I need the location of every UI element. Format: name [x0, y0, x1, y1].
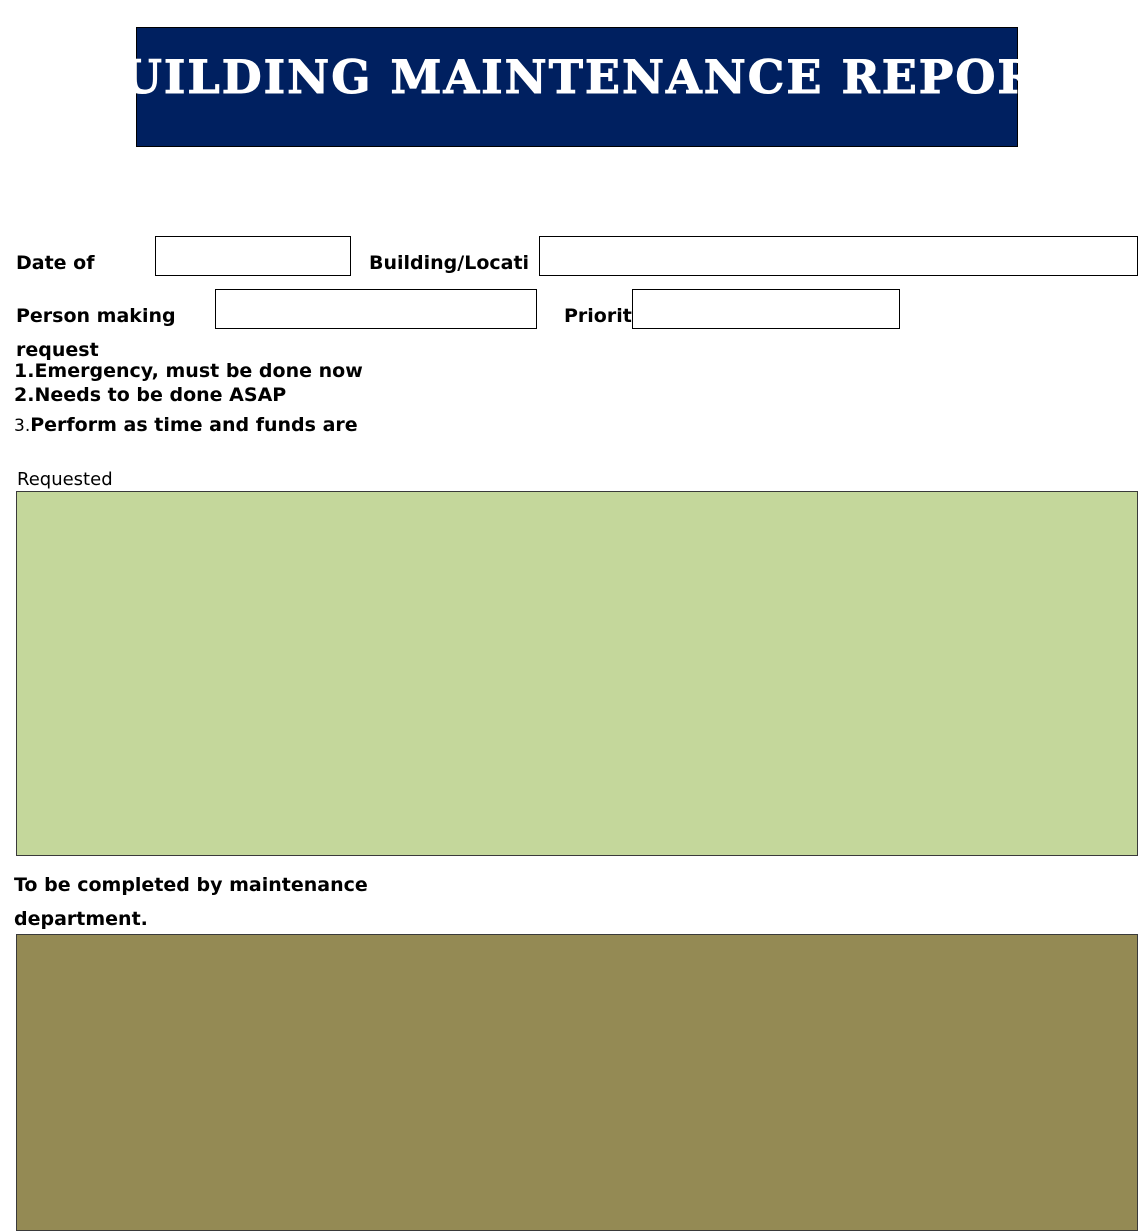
priority-option-2 [14, 386, 286, 405]
date-label: Date of [16, 252, 95, 274]
maintenance-work-area[interactable] [16, 934, 1138, 1231]
person-making-request-input[interactable] [215, 289, 537, 329]
request-word: request [16, 339, 99, 361]
building-location-label: Building/Locati [369, 252, 530, 274]
building-location-input[interactable] [539, 236, 1138, 276]
requested-label: Requested [17, 469, 113, 490]
title-banner [80, 27, 1074, 147]
priority-input[interactable] [632, 289, 900, 329]
priority-label: Priorit [564, 305, 632, 327]
priority-option-3 [14, 416, 358, 435]
priority-option-number: 1. [14, 360, 35, 382]
priority-option-text: Needs to be done ASAP [34, 384, 287, 406]
priority-option-number: 3. [14, 416, 31, 436]
report-title: BUILDING MAINTENANCE REPORT [80, 50, 1074, 104]
priority-option-text: Emergency, must be done now [34, 360, 363, 382]
maintenance-label-line1: To be completed by maintenance [14, 874, 368, 896]
priority-option-number: 2. [14, 384, 35, 406]
priority-option-1 [14, 362, 363, 381]
requested-work-area[interactable] [16, 491, 1138, 856]
priority-option-text: Perform as time and funds are [30, 414, 358, 436]
maintenance-label-line2: department. [14, 908, 148, 930]
date-input[interactable] [155, 236, 351, 276]
person-making-request-label: Person making [16, 305, 176, 327]
